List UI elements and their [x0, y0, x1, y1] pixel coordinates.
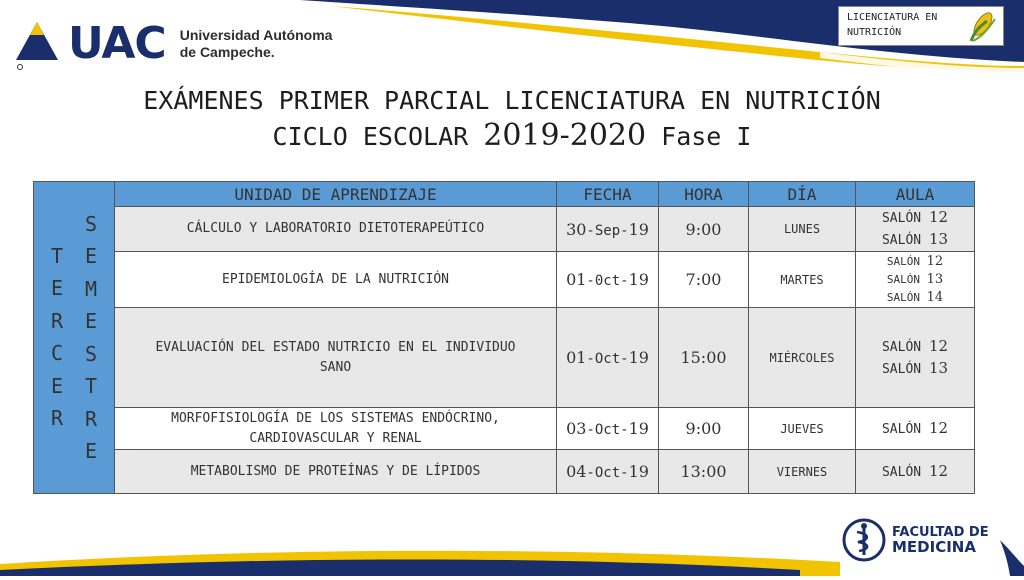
page-subtitle: [0, 118, 1024, 153]
fecha-day: 30: [566, 219, 587, 239]
subtitle-suffix: Fase I: [661, 122, 752, 151]
aula-number: 13: [928, 230, 949, 248]
semester-letter: R: [50, 308, 64, 333]
aula-number: 13: [928, 358, 949, 377]
aula-line: [856, 461, 974, 483]
cell-dia: LUNES: [749, 207, 856, 252]
uac-emblem-icon: [12, 18, 62, 70]
program-badge: [838, 6, 1004, 46]
fecha-year: 19: [628, 219, 649, 239]
fecha-day: 01: [566, 348, 587, 367]
cell-hora: 9:00: [659, 408, 749, 450]
program-badge-line2: NUTRICIÓN: [847, 27, 902, 38]
aula-line: [856, 207, 974, 229]
fecha-year: 19: [628, 462, 649, 481]
fecha-day: 01: [566, 270, 587, 289]
aula-label: SALÓN: [881, 421, 922, 437]
aula-number: 12: [928, 208, 949, 226]
table-row: [34, 252, 975, 308]
fecha-month: -Oct-: [586, 465, 629, 481]
cell-fecha: [557, 450, 659, 494]
faculty-logo[interactable]: [842, 518, 989, 562]
semester-letter: E: [84, 439, 98, 463]
semester-letter: S: [84, 211, 98, 236]
cell-fecha: [557, 308, 659, 408]
cell-dia: JUEVES: [749, 408, 856, 450]
cell-unit: EPIDEMIOLOGÍA DE LA NUTRICIÓN: [115, 252, 557, 308]
cell-dia: MIÉRCOLES: [749, 308, 856, 408]
faculty-name: [892, 526, 989, 554]
aula-number: 12: [928, 461, 949, 480]
header-aula: AULA: [856, 182, 975, 207]
cell-aula: [856, 308, 975, 408]
fecha-month: -Oct-: [586, 351, 629, 367]
semester-col-semestre: [74, 208, 108, 468]
cell-unit: CÁLCULO Y LABORATORIO DIETOTERAPEÚTICO: [115, 207, 557, 252]
cell-hora: 13:00: [659, 450, 749, 494]
table-row: [34, 207, 975, 252]
cell-aula: [856, 252, 975, 308]
aula-line: [856, 229, 974, 251]
cell-aula: [856, 207, 975, 252]
aula-number: 12: [928, 418, 949, 437]
aula-number: 14: [926, 289, 944, 305]
cell-aula: [856, 450, 975, 494]
aula-line: [856, 358, 974, 380]
table-header-row: [34, 182, 975, 207]
semester-letter: C: [50, 341, 64, 365]
semester-letter: E: [84, 309, 98, 333]
aula-number: 12: [926, 253, 944, 269]
cell-hora: 9:00: [659, 207, 749, 252]
university-name: [180, 27, 333, 61]
aula-label: SALÓN: [881, 361, 922, 377]
fecha-month: -0ct-: [586, 273, 629, 289]
page-title: EXÁMENES PRIMER PARCIAL LICENCIATURA EN NUTRICIÓN: [143, 86, 881, 115]
fecha-year: 19: [628, 348, 649, 367]
cell-fecha: [557, 408, 659, 450]
caduceus-icon: [842, 518, 886, 562]
subtitle-year: 2019-2020: [483, 118, 647, 153]
cell-unit: MORFOFISIOLOGÍA DE LOS SISTEMAS ENDÓCRINO, CARDIOVASCULAR Y RENAL: [115, 408, 557, 450]
cell-hora: 7:00: [659, 252, 749, 308]
aula-label: SALÓN: [881, 233, 922, 248]
fecha-year: 19: [628, 419, 649, 438]
cell-unit: METABOLISMO DE PROTEÍNAS Y DE LÍPIDOS: [115, 450, 557, 494]
university-logo[interactable]: [12, 18, 332, 70]
aula-line: [856, 271, 974, 289]
cell-unit: EVALUACIÓN DEL ESTADO NUTRICIO EN EL INDIVIDUO SANO: [115, 308, 557, 408]
semester-letter: T: [84, 374, 98, 398]
semester-letter: E: [50, 276, 64, 300]
exam-schedule-table: [33, 181, 975, 494]
faculty-line2: MEDICINA: [892, 538, 976, 556]
fecha-month: -Oct-: [586, 422, 629, 438]
aula-label: SALÓN: [881, 211, 922, 226]
table-row: [34, 308, 975, 408]
semester-letter: R: [50, 406, 64, 430]
cell-fecha: [557, 252, 659, 308]
semester-letter: M: [84, 276, 98, 301]
aula-line: [856, 418, 974, 440]
aula-line: [856, 253, 974, 271]
cell-dia: VIERNES: [749, 450, 856, 494]
semester-letter: S: [84, 341, 98, 366]
fecha-day: 04: [566, 462, 587, 481]
header-hora: HORA: [659, 182, 749, 207]
aula-label: SALÓN: [886, 290, 920, 304]
semester-col-tercer: [40, 240, 74, 468]
cell-dia: MARTES: [749, 252, 856, 308]
semester-cell: [34, 182, 115, 494]
university-name-line2: de Campeche.: [179, 44, 275, 60]
uac-wordmark: UAC: [68, 18, 166, 69]
header-dia: DÍA: [749, 182, 856, 207]
aula-label: SALÓN: [881, 339, 922, 355]
aula-label: SALÓN: [886, 254, 920, 268]
cell-fecha: [557, 207, 659, 252]
aula-label: SALÓN: [886, 272, 920, 286]
semester-letter: R: [84, 406, 98, 431]
cell-hora: 15:00: [659, 308, 749, 408]
cell-aula: [856, 408, 975, 450]
table-row: [34, 408, 975, 450]
subtitle-prefix: CICLO ESCOLAR: [272, 122, 469, 151]
aula-number: 13: [926, 271, 944, 287]
header-unidad: UNIDAD DE APRENDIZAJE: [115, 182, 557, 207]
fecha-day: 03: [566, 419, 587, 438]
fecha-year: 19: [628, 270, 649, 289]
semester-letter: E: [50, 373, 64, 398]
program-badge-line1: LICENCIATURA EN: [847, 12, 938, 23]
aula-line: [856, 336, 974, 358]
semester-letter: T: [50, 243, 64, 268]
faculty-line1: FACULTAD DE: [892, 525, 989, 540]
university-name-line1: Universidad Autónoma: [179, 27, 333, 43]
semester-letter: E: [84, 244, 98, 268]
aula-number: 12: [928, 336, 949, 355]
header-fecha: FECHA: [557, 182, 659, 207]
table-row: [34, 450, 975, 494]
aula-label: SALÓN: [881, 464, 922, 480]
fecha-month: -Sep-: [586, 222, 629, 239]
corn-icon: [965, 9, 999, 43]
aula-line: [856, 289, 974, 307]
